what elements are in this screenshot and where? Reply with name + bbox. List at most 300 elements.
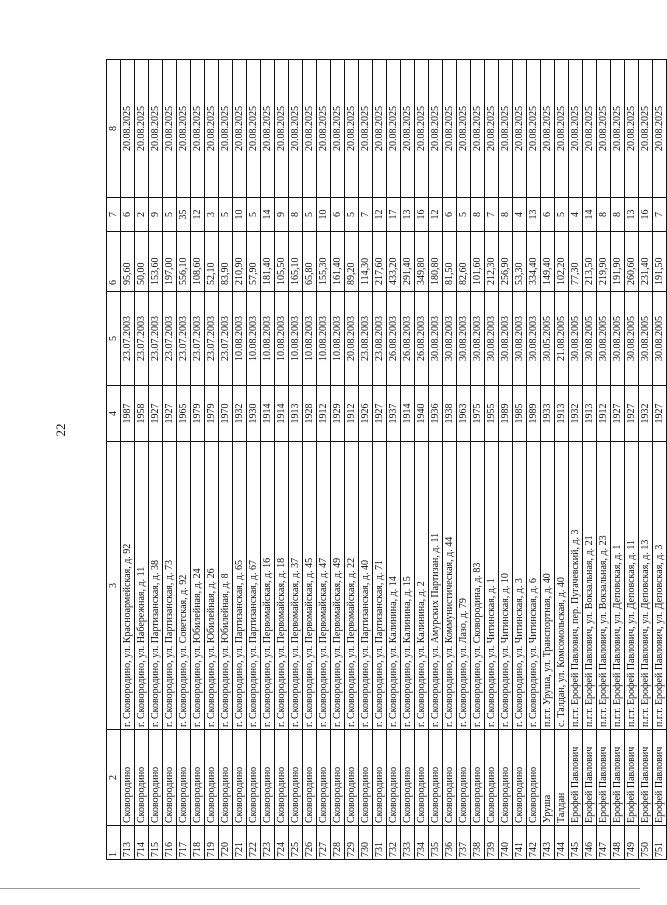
table-cell: 1914 bbox=[401, 386, 415, 442]
table-row bbox=[429, 60, 443, 860]
table-cell: 219,90 bbox=[597, 232, 611, 292]
table-row bbox=[415, 60, 429, 860]
table-cell: 740 bbox=[499, 826, 513, 860]
table-cell: 735 bbox=[429, 826, 443, 860]
table-cell: 83,90 bbox=[219, 232, 233, 292]
table-cell: 161,40 bbox=[331, 232, 345, 292]
table-cell: с. Талдан, ул. Комсомольская, д. 40 bbox=[555, 442, 569, 730]
table-cell: 334,40 bbox=[527, 232, 541, 292]
table-cell: Сковородино bbox=[345, 730, 359, 826]
table-cell: 89,20 bbox=[345, 232, 359, 292]
table-cell: 191,50 bbox=[653, 232, 667, 292]
table-cell: 20.08.2025 bbox=[303, 60, 317, 198]
table-cell: 20.08.2025 bbox=[499, 60, 513, 198]
table-cell: 9 bbox=[275, 198, 289, 232]
table-cell: Ерофей Павлович bbox=[639, 730, 653, 826]
table-cell: 52,10 bbox=[205, 232, 219, 292]
table-cell: 349,80 bbox=[415, 232, 429, 292]
table-cell: 5 bbox=[247, 198, 261, 232]
table-cell: 20.08.2025 bbox=[597, 60, 611, 198]
table-cell: п.г.т. Ерофей Павлович, ул. Деповская, д. 11 bbox=[625, 442, 639, 730]
table-cell: г. Сковородино, ул. Читинская, д. 6 bbox=[527, 442, 541, 730]
table-cell: 14 bbox=[261, 198, 275, 232]
table-cell: Сковородино bbox=[359, 730, 373, 826]
table-cell: 749 bbox=[625, 826, 639, 860]
table-cell: 53,30 bbox=[513, 232, 527, 292]
table-cell: г. Сковородино, ул. Юбилейная, д. 8 bbox=[219, 442, 233, 730]
table-cell: 65,80 bbox=[303, 232, 317, 292]
table-cell: 10.08.2003 bbox=[289, 292, 303, 386]
table-cell: 556,10 bbox=[177, 232, 191, 292]
table-row bbox=[191, 60, 205, 860]
table-cell: 23.07.2003 bbox=[149, 292, 163, 386]
table-cell: г. Сковородино, ул. Юбилейная, д. 26 bbox=[205, 442, 219, 730]
table-cell: 10.08.2003 bbox=[317, 292, 331, 386]
table-cell: 30.08.2005 bbox=[639, 292, 653, 386]
table-cell: 20.08.2025 bbox=[149, 60, 163, 198]
table-cell: 21.08.2005 bbox=[555, 292, 569, 386]
table-cell: 20.08.2025 bbox=[275, 60, 289, 198]
table-cell: 715 bbox=[149, 826, 163, 860]
table-cell: 20.08.2003 bbox=[345, 292, 359, 386]
table-row bbox=[275, 60, 289, 860]
table-cell: 1914 bbox=[261, 386, 275, 442]
table-cell: 231,40 bbox=[639, 232, 653, 292]
table-cell: 6 bbox=[331, 198, 345, 232]
table-cell: 5 bbox=[303, 198, 317, 232]
table-cell: 165,10 bbox=[289, 232, 303, 292]
table-cell: 727 bbox=[317, 826, 331, 860]
table-cell: п.г.т. Ерофей Павлович, ул. Вокзальная, д. 21 bbox=[583, 442, 597, 730]
table-cell: 57,90 bbox=[247, 232, 261, 292]
table-cell: 20.08.2025 bbox=[541, 60, 555, 198]
table-cell: 20.08.2025 bbox=[443, 60, 457, 198]
table-cell: 20.08.2025 bbox=[345, 60, 359, 198]
rotated-page-content bbox=[106, 60, 665, 860]
table-cell: 433,20 bbox=[387, 232, 401, 292]
table-cell: 1912 bbox=[345, 386, 359, 442]
table-cell: 8 bbox=[471, 198, 485, 232]
table-cell: 5 bbox=[345, 198, 359, 232]
table-cell: 5 bbox=[219, 198, 233, 232]
table-cell: 1933 bbox=[541, 386, 555, 442]
table-row bbox=[597, 60, 611, 860]
table-cell: 729 bbox=[345, 826, 359, 860]
table-cell: 20.08.2025 bbox=[387, 60, 401, 198]
table-cell: 291,40 bbox=[401, 232, 415, 292]
table-cell: 30.05.2005 bbox=[541, 292, 555, 386]
table-cell: 210,90 bbox=[233, 232, 247, 292]
table-cell: Сковородино bbox=[443, 730, 457, 826]
table-cell: 743 bbox=[541, 826, 555, 860]
table-cell: 30.08.2003 bbox=[443, 292, 457, 386]
table-cell: 742 bbox=[527, 826, 541, 860]
table-row bbox=[233, 60, 247, 860]
table-cell: г. Сковородино, ул. Первомайская, д. 49 bbox=[331, 442, 345, 730]
table-cell: 20.08.2025 bbox=[317, 60, 331, 198]
header-cell: 4 bbox=[107, 386, 121, 442]
table-cell: 724 bbox=[275, 826, 289, 860]
table-row bbox=[331, 60, 345, 860]
table-cell: 20.08.2025 bbox=[611, 60, 625, 198]
table-cell: 30.08.2005 bbox=[653, 292, 667, 386]
table-cell: Сковородино bbox=[401, 730, 415, 826]
table-cell: 16 bbox=[415, 198, 429, 232]
table-row bbox=[443, 60, 457, 860]
table-cell: 30.08.2005 bbox=[597, 292, 611, 386]
table-row bbox=[303, 60, 317, 860]
table-cell: Уруша bbox=[541, 730, 555, 826]
table-row bbox=[653, 60, 667, 860]
table-cell: Сковородино bbox=[471, 730, 485, 826]
table-row bbox=[289, 60, 303, 860]
table-cell: Ерофей Павлович bbox=[611, 730, 625, 826]
table-cell: 35 bbox=[177, 198, 191, 232]
table-cell: 102,20 bbox=[555, 232, 569, 292]
table-cell: 101,60 bbox=[471, 232, 485, 292]
table-row bbox=[457, 60, 471, 860]
table-cell: г. Сковородино, ул. Партизанская, д. 73 bbox=[163, 442, 177, 730]
table-cell: 23.07.2003 bbox=[219, 292, 233, 386]
table-row bbox=[247, 60, 261, 860]
table-cell: 720 bbox=[219, 826, 233, 860]
table-cell: 1937 bbox=[387, 386, 401, 442]
table-cell: г. Сковородино, ул. Калинина, д. 2 bbox=[415, 442, 429, 730]
table-row bbox=[555, 60, 569, 860]
table-cell: Ерофей Павлович bbox=[653, 730, 667, 826]
table-cell: 1913 bbox=[289, 386, 303, 442]
table-cell: 3 bbox=[205, 198, 219, 232]
table-cell: Сковородино bbox=[513, 730, 527, 826]
table-cell: 23.07.2003 bbox=[205, 292, 219, 386]
table-cell: Сковородино bbox=[289, 730, 303, 826]
table-cell: 12 bbox=[191, 198, 205, 232]
table-cell: 718 bbox=[191, 826, 205, 860]
table-cell: 20.08.2025 bbox=[163, 60, 177, 198]
table-cell: 20.08.2025 bbox=[177, 60, 191, 198]
table-cell: 30.08.2003 bbox=[513, 292, 527, 386]
table-cell: 10.08.2003 bbox=[233, 292, 247, 386]
table-cell: 2 bbox=[135, 198, 149, 232]
header-cell: 3 bbox=[107, 442, 121, 730]
page-number: 22 bbox=[53, 423, 68, 437]
table-cell: 10 bbox=[233, 198, 247, 232]
table-cell: 748 bbox=[611, 826, 625, 860]
table-cell: 20.08.2025 bbox=[233, 60, 247, 198]
table-row bbox=[163, 60, 177, 860]
table-cell: 744 bbox=[555, 826, 569, 860]
table-cell: 20.08.2025 bbox=[415, 60, 429, 198]
table-cell: Сковородино bbox=[191, 730, 205, 826]
table-cell: 751 bbox=[653, 826, 667, 860]
table-cell: г. Сковородино, ул. Амурских Партизан, д. 11 bbox=[429, 442, 443, 730]
table-cell: 26.08.2003 bbox=[415, 292, 429, 386]
table-cell: 1912 bbox=[597, 386, 611, 442]
table-cell: 23.08.2003 bbox=[373, 292, 387, 386]
table-cell: Сковородино bbox=[457, 730, 471, 826]
table-cell: 82,60 bbox=[457, 232, 471, 292]
table-cell: 30.08.2003 bbox=[457, 292, 471, 386]
table-row bbox=[317, 60, 331, 860]
table-cell: 725 bbox=[289, 826, 303, 860]
table-cell: 213,50 bbox=[583, 232, 597, 292]
table-cell: 12 bbox=[373, 198, 387, 232]
table-cell: 95,60 bbox=[121, 232, 135, 292]
table-cell: Сковородино bbox=[303, 730, 317, 826]
table-cell: Сковородино bbox=[415, 730, 429, 826]
table-cell: 8 bbox=[611, 198, 625, 232]
table-header bbox=[107, 60, 121, 860]
table-cell: 10 bbox=[317, 198, 331, 232]
table-cell: 1987 bbox=[121, 386, 135, 442]
table-cell: г. Сковородино, ул. Красноармейская, д. 92 bbox=[121, 442, 135, 730]
table-cell: 745 bbox=[569, 826, 583, 860]
table-cell: 13 bbox=[527, 198, 541, 232]
table-cell: 20.08.2025 bbox=[205, 60, 219, 198]
table-cell: 20.08.2025 bbox=[219, 60, 233, 198]
table-cell: 20.08.2025 bbox=[457, 60, 471, 198]
table-cell: 8 bbox=[597, 198, 611, 232]
table-cell: 731 bbox=[373, 826, 387, 860]
table-cell: г. Сковородино, ул. Лазо, д. 79 bbox=[457, 442, 471, 730]
table-row bbox=[149, 60, 163, 860]
table-cell: 723 bbox=[261, 826, 275, 860]
table-cell: 1975 bbox=[471, 386, 485, 442]
table-cell: 1929 bbox=[331, 386, 345, 442]
table-cell: 5 bbox=[457, 198, 471, 232]
table-cell: 734 bbox=[415, 826, 429, 860]
table-cell: Сковородино bbox=[429, 730, 443, 826]
header-cell: 6 bbox=[107, 232, 121, 292]
table-cell: 20.08.2025 bbox=[191, 60, 205, 198]
table-cell: 20.08.2025 bbox=[135, 60, 149, 198]
table-cell: 4 bbox=[569, 198, 583, 232]
table-cell: 721 bbox=[233, 826, 247, 860]
table-cell: 717 bbox=[177, 826, 191, 860]
table-row bbox=[471, 60, 485, 860]
table-cell: 737 bbox=[457, 826, 471, 860]
table-cell: г. Сковородино, ул. Первомайская, д. 47 bbox=[317, 442, 331, 730]
table-cell: 732 bbox=[387, 826, 401, 860]
table-cell: г. Сковородино, ул. Читинская, д. 3 bbox=[513, 442, 527, 730]
table-cell: 1932 bbox=[639, 386, 653, 442]
table-cell: 30.08.2005 bbox=[611, 292, 625, 386]
table-cell: 1936 bbox=[429, 386, 443, 442]
table-cell: г. Сковородино, ул. Юбилейная, д. 24 bbox=[191, 442, 205, 730]
table-cell: 260,60 bbox=[625, 232, 639, 292]
table-cell: 1930 bbox=[247, 386, 261, 442]
table-cell: 741 bbox=[513, 826, 527, 860]
table-cell: Сковородино bbox=[247, 730, 261, 826]
table-cell: Сковородино bbox=[149, 730, 163, 826]
table-cell: 23.07.2003 bbox=[135, 292, 149, 386]
table-cell: 1985 bbox=[513, 386, 527, 442]
table-cell: г. Сковородино, ул. Советская, д. 92 bbox=[177, 442, 191, 730]
table-cell: 191,90 bbox=[611, 232, 625, 292]
header-cell: 7 bbox=[107, 198, 121, 232]
table-cell: 212,30 bbox=[485, 232, 499, 292]
table-cell: п.г.т. Ерофей Павлович, ул. Вокзальная, д. 23 bbox=[597, 442, 611, 730]
table-cell: г. Сковородино, ул. Первомайская, д. 16 bbox=[261, 442, 275, 730]
header-cell: 5 bbox=[107, 292, 121, 386]
table-cell: 23.07.2003 bbox=[177, 292, 191, 386]
header-row bbox=[107, 60, 121, 860]
table-cell: 8 bbox=[289, 198, 303, 232]
table-cell: 30.08.2005 bbox=[583, 292, 597, 386]
table-cell: г. Сковородино, ул. Первомайская, д. 45 bbox=[303, 442, 317, 730]
table-cell: Сковородино bbox=[485, 730, 499, 826]
table-cell: п.г.т. Ерофей Павлович, ул. Деповская, д. 13 bbox=[639, 442, 653, 730]
table-cell: 23.07.2003 bbox=[163, 292, 177, 386]
table-cell: 1927 bbox=[611, 386, 625, 442]
table-cell: Сковородино bbox=[261, 730, 275, 826]
table-cell: 26.08.2003 bbox=[401, 292, 415, 386]
table-cell: 7 bbox=[359, 198, 373, 232]
table-cell: 13 bbox=[625, 198, 639, 232]
table-cell: 20.08.2025 bbox=[513, 60, 527, 198]
table-cell: 20.08.2025 bbox=[247, 60, 261, 198]
table-cell: 20.08.2025 bbox=[625, 60, 639, 198]
table-row bbox=[499, 60, 513, 860]
table-cell: 1965 bbox=[177, 386, 191, 442]
table-cell: 20.08.2025 bbox=[471, 60, 485, 198]
table-cell: 20.08.2025 bbox=[289, 60, 303, 198]
table-cell: п.г.т. Ерофей Павлович, ул. Деповская, д. 1 bbox=[611, 442, 625, 730]
table-cell: 1926 bbox=[359, 386, 373, 442]
table-cell: 155,30 bbox=[317, 232, 331, 292]
table-cell: Сковородино bbox=[219, 730, 233, 826]
table-cell: 750 bbox=[639, 826, 653, 860]
table-cell: 181,40 bbox=[261, 232, 275, 292]
table-cell: 14 bbox=[583, 198, 597, 232]
table-cell: 30.08.2003 bbox=[471, 292, 485, 386]
table-cell: 13 bbox=[401, 198, 415, 232]
table-cell: Талдан bbox=[555, 730, 569, 826]
table-cell: 7 bbox=[485, 198, 499, 232]
table-cell: 20.08.2025 bbox=[121, 60, 135, 198]
table-cell: г. Сковородино, ул. Калинина, д. 15 bbox=[401, 442, 415, 730]
table-cell: 23.07.2003 bbox=[191, 292, 205, 386]
table-cell: 1927 bbox=[163, 386, 177, 442]
page-bottom-rule bbox=[0, 888, 640, 889]
table-cell: Сковородино bbox=[499, 730, 513, 826]
table-cell: 1932 bbox=[569, 386, 583, 442]
table-row bbox=[625, 60, 639, 860]
table-cell: 20.08.2025 bbox=[359, 60, 373, 198]
table-cell: 714 bbox=[135, 826, 149, 860]
table-cell: 20.08.2025 bbox=[261, 60, 275, 198]
table-cell: Сковородино bbox=[373, 730, 387, 826]
table-cell: 6 bbox=[541, 198, 555, 232]
table-cell: Ерофей Павлович bbox=[583, 730, 597, 826]
table-cell: 1979 bbox=[191, 386, 205, 442]
table-row bbox=[513, 60, 527, 860]
table-cell: 30.08.2005 bbox=[569, 292, 583, 386]
table-cell: 16 bbox=[639, 198, 653, 232]
table-cell: п.г.т. Уруша, ул. Транспортная, д. 40 bbox=[541, 442, 555, 730]
table-cell: 77,30 bbox=[569, 232, 583, 292]
table-cell: г. Сковородино, ул. Первомайская, д. 18 bbox=[275, 442, 289, 730]
table-cell: 30.08.2003 bbox=[429, 292, 443, 386]
table-cell: 20.08.2025 bbox=[555, 60, 569, 198]
table-cell: 1914 bbox=[275, 386, 289, 442]
table-cell: 733 bbox=[401, 826, 415, 860]
table-row bbox=[569, 60, 583, 860]
table-cell: 5 bbox=[555, 198, 569, 232]
table-cell: 180,80 bbox=[429, 232, 443, 292]
table-row bbox=[121, 60, 135, 860]
table-cell: г. Сковородино, ул. Первомайская, д. 22 bbox=[345, 442, 359, 730]
table-cell: 10.08.2003 bbox=[247, 292, 261, 386]
table-cell: 17 bbox=[387, 198, 401, 232]
table-cell: г. Сковородино, ул. Коммунистическая, д. 44 bbox=[443, 442, 457, 730]
table-cell: 10.08.2003 bbox=[303, 292, 317, 386]
table-row bbox=[527, 60, 541, 860]
table-cell: 1912 bbox=[317, 386, 331, 442]
table-cell: 1963 bbox=[457, 386, 471, 442]
table-cell: 1913 bbox=[555, 386, 569, 442]
table-cell: Сковородино bbox=[163, 730, 177, 826]
table-cell: Ерофей Павлович bbox=[625, 730, 639, 826]
table-cell: Ерофей Павлович bbox=[569, 730, 583, 826]
table-cell: Сковородино bbox=[387, 730, 401, 826]
table-cell: 20.08.2025 bbox=[373, 60, 387, 198]
table-row bbox=[401, 60, 415, 860]
table-cell: 726 bbox=[303, 826, 317, 860]
table-cell: 30.08.2003 bbox=[527, 292, 541, 386]
table-cell: 1989 bbox=[499, 386, 513, 442]
table-cell: Сковородино bbox=[527, 730, 541, 826]
table-cell: 197,00 bbox=[163, 232, 177, 292]
table-cell: 50,00 bbox=[135, 232, 149, 292]
table-cell: Сковородино bbox=[233, 730, 247, 826]
table-cell: 20.08.2025 bbox=[429, 60, 443, 198]
table-cell: 20.08.2025 bbox=[527, 60, 541, 198]
table-cell: 149,40 bbox=[541, 232, 555, 292]
table-cell: 10.08.2003 bbox=[275, 292, 289, 386]
table-cell: г. Сковородино, ул. Сковородина, д. 83 bbox=[471, 442, 485, 730]
table-body bbox=[121, 60, 667, 860]
table-cell: 1970 bbox=[219, 386, 233, 442]
header-cell: 2 bbox=[107, 730, 121, 826]
table-cell: 108,60 bbox=[191, 232, 205, 292]
table-cell: 23.08.2003 bbox=[359, 292, 373, 386]
table-row bbox=[485, 60, 499, 860]
table-cell: Сковородино bbox=[205, 730, 219, 826]
table-row bbox=[219, 60, 233, 860]
table-cell: г. Сковородино, ул. Партизанская, д. 38 bbox=[149, 442, 163, 730]
table-cell: 30.08.2003 bbox=[485, 292, 499, 386]
table-cell: Сковородино bbox=[331, 730, 345, 826]
table-cell: 4 bbox=[513, 198, 527, 232]
table-cell: 728 bbox=[331, 826, 345, 860]
table-cell: г. Сковородино, ул. Партизанская, д. 71 bbox=[373, 442, 387, 730]
table-cell: 10.08.2003 bbox=[331, 292, 345, 386]
table-cell: Сковородино bbox=[177, 730, 191, 826]
table-row bbox=[345, 60, 359, 860]
table-cell: г. Сковородино, ул. Калинина, д. 14 bbox=[387, 442, 401, 730]
table-cell: 1927 bbox=[625, 386, 639, 442]
table-cell: 10.08.2003 bbox=[261, 292, 275, 386]
table-row bbox=[373, 60, 387, 860]
table-cell: г. Сковородино, ул. Первомайская, д. 37 bbox=[289, 442, 303, 730]
table-row bbox=[611, 60, 625, 860]
table-cell: 1927 bbox=[149, 386, 163, 442]
table-cell: 1927 bbox=[653, 386, 667, 442]
table-cell: Сковородино bbox=[317, 730, 331, 826]
table-row bbox=[261, 60, 275, 860]
table-cell: 1938 bbox=[443, 386, 457, 442]
